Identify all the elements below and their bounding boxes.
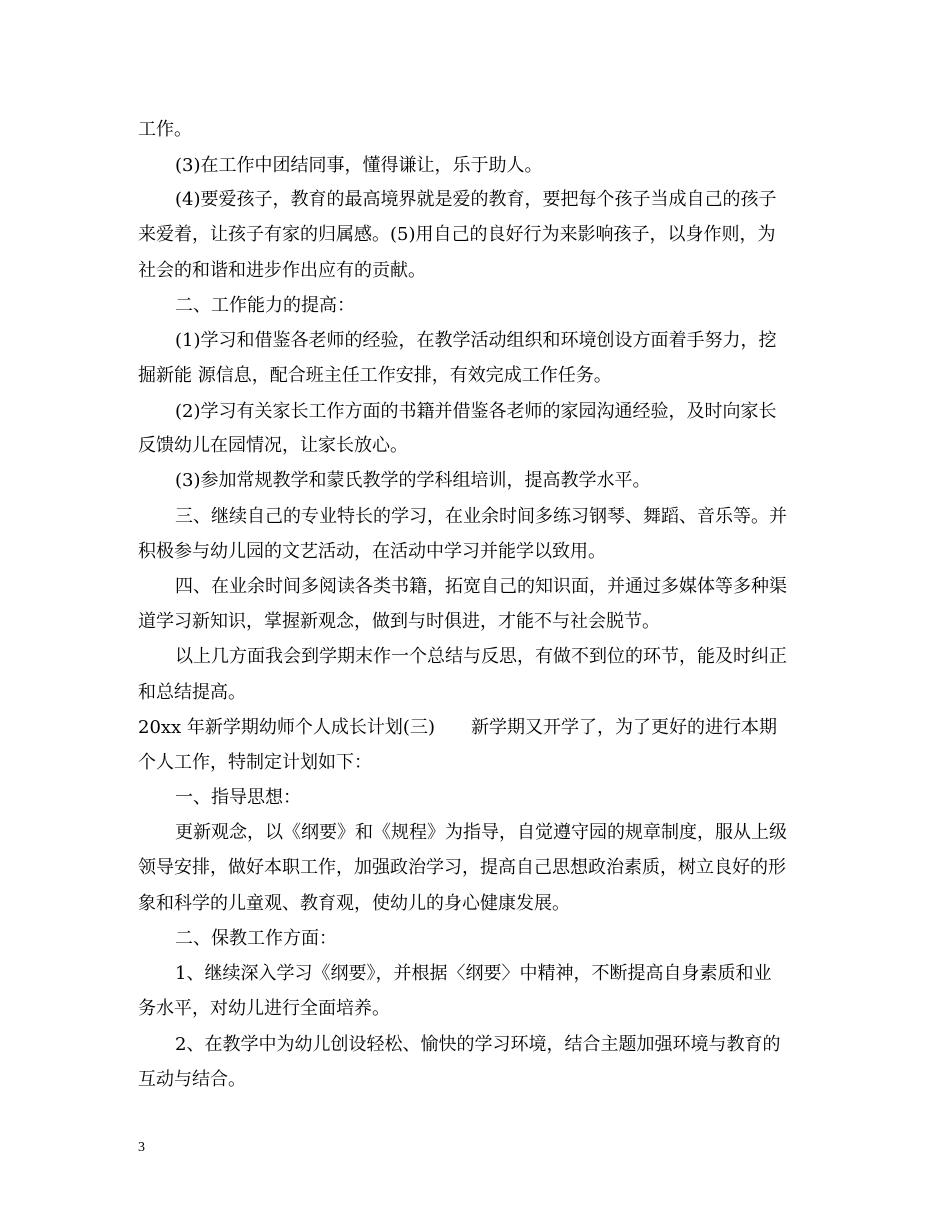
text-line: 社会的和谐和进步作出应有的贡献。 [138, 260, 426, 281]
text-line: 1、继续深入学习《纲要》，并根据〈纲要〉中精神，不断提高自身素质和业 [175, 963, 772, 984]
text-line: 和总结提高。 [138, 682, 246, 703]
text-line: 积极参与幼儿园的文艺活动，在活动中学习并能学以致用。 [138, 541, 606, 562]
text-line: 互动与结合。 [138, 1069, 246, 1090]
text-line: (3)参加常规教学和蒙氏教学的学科组培训，提高教学水平。 [175, 470, 651, 491]
text-line: 来爱着，让孩子有家的归属感。(5)用自己的良好行为来影响孩子，以身作则，为 [138, 224, 776, 245]
text-line: 以上几方面我会到学期末作一个总结与反思，有做不到位的环节，能及时纠正 [175, 646, 787, 667]
text-line: 20xx 年新学期幼师个人成长计划(三) 新学期又开学了，为了更好的进行本期 [138, 717, 777, 738]
text-line: 四、在业余时间多阅读各类书籍，拓宽自己的知识面，并通过多媒体等多种渠 [175, 576, 787, 597]
section-heading: 二、工作能力的提高： [175, 295, 355, 316]
text-line: (3)在工作中团结同事，懂得谦让，乐于助人。 [175, 155, 543, 176]
text-line: 道学习新知识，掌握新观念，做到与时俱进，才能不与社会脱节。 [138, 611, 660, 632]
text-line: 掘新能 源信息，配合班主任工作安排，有效完成工作任务。 [138, 365, 612, 386]
section-heading: 二、保教工作方面： [175, 928, 337, 949]
text-line: 个人工作，特制定计划如下： [138, 752, 372, 773]
page-number: 3 [138, 1140, 145, 1155]
text-line: 工作。 [138, 119, 192, 140]
text-line: (4)要爱孩子，教育的最高境界就是爱的教育，要把每个孩子当成自己的孩子 [175, 189, 777, 210]
text-line: 更新观念，以《纲要》和《规程》为指导，自觉遵守园的规章制度，服从上级 [175, 822, 787, 843]
text-line: (1)学习和借鉴各老师的经验，在教学活动组织和环境创设方面着手努力，挖 [175, 330, 777, 351]
text-line: 领导安排，做好本职工作，加强政治学习，提高自己思想政治素质，树立良好的形 [138, 857, 786, 878]
text-line: 2、在教学中为幼儿创设轻松、愉快的学习环境，结合主题加强环境与教育的 [175, 1034, 781, 1055]
section-heading: 一、指导思想： [175, 787, 301, 808]
text-line: 反馈幼儿在园情况，让家长放心。 [138, 435, 408, 456]
text-line: 务水平，对幼儿进行全面培养。 [138, 998, 390, 1019]
text-line: 三、继续自己的专业特长的学习，在业余时间多练习钢琴、舞蹈、音乐等。并 [175, 506, 787, 527]
text-line: (2)学习有关家长工作方面的书籍并借鉴各老师的家园沟通经验，及时向家长 [175, 401, 777, 422]
text-line: 象和科学的儿童观、教育观，使幼儿的身心健康发展。 [138, 893, 570, 914]
